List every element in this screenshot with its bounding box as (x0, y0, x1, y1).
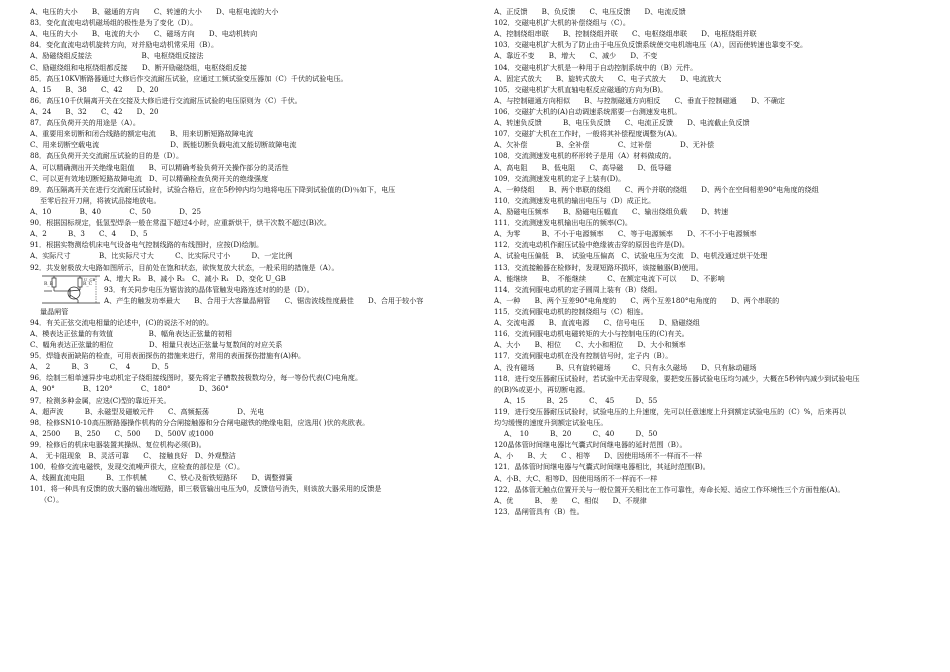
text-line: 119．进行变压器耐压试验时，试验电压的上升速度，先可以任意速度上升到额定试验电压的（C）%，后来再以 (494, 406, 847, 416)
text-line: 106．交磁扩大机的(A)自动调速系统需要一台测速发电机。 (494, 106, 682, 116)
text-line: 92．共发射极放大电路如图所示，目前处在饱和状态，欲恢复放大状态，一般采用的措施是（A）。 (30, 262, 339, 272)
text-line: A、交流电源 B、直流电源 C、信号电压 D、励磁绕组 (494, 318, 700, 328)
text-line: A、励磁电压频率 B、励磁电压幅直 C、输出绕组负载 D、转速 (494, 206, 729, 216)
text-line: A、优 B、 差 C、相似 D、不规律 (494, 495, 647, 505)
text-line: C、幅角表达正弦量的相位 D、相量只表达正弦量与复数间的对应关系 (30, 339, 283, 349)
ucb-label: U_CB (84, 276, 96, 282)
text-line: 117．交流伺服电动机在没有控制信号时，定子内（B）。 (494, 351, 673, 361)
text-line: 105．交磁电机扩大机直轴电枢反应磁通的方向为(B)。 (494, 84, 668, 94)
text-line: A、能继续 B、 不能继续 C、在额定电流下可以 D、不影响 (494, 273, 725, 283)
text-line: 99．检修后的机床电器装置其操纵、复位机构必须(B)。 (30, 439, 206, 449)
rb-label: R_B (44, 281, 53, 287)
text-line: 94．有关正弦交流电相量的论述中，(C)的说法不对的的。 (30, 317, 214, 327)
text-line: （C）。 (40, 495, 64, 505)
text-line: 86．高压10千伏隔离开关在交接及大修后进行交流耐压试验的电压原则为（C）千伏。 (30, 95, 302, 105)
text-line: 115．交流伺服电动机的控制绕组与（C）相连。 (494, 306, 648, 316)
text-line: 的(B)%或更小，再切断电源。 (494, 384, 590, 394)
text-line: A、增大 R₂ B、减小 R₂ C、减小 R₁ D、变化 U_GB (104, 273, 286, 283)
text-line: A、电压的大小 B、磁通的方向 C、转速的大小 D、电枢电流的大小 (30, 7, 279, 16)
text-line: A、一种绕组 B、两个串联的绕组 C、两个并联的绕组 D、两个在空间相差90°电角度的绕组 (494, 184, 819, 194)
text-line: C、用来切断空载电流 D、既能切断负载电流又能切断故障电流 (30, 140, 297, 150)
text-line: 88．高压负荷开关交流耐压试验的目的是（D）。 (30, 151, 184, 161)
text-line: A、正反馈 B、负反馈 C、电压反馈 D、电流反馈 (494, 7, 686, 16)
text-line: 113．交流接触器在检修时，发现短路环损坏，该接触器(B)使用。 (494, 262, 703, 272)
text-line: 85．高压10KV断路器通过大修后作交流耐压试验，应通过工频试验变压器加（C）千伏的试验电压。 (30, 73, 348, 83)
text-line: A、电压的大小 B、电流的大小 C、磁场方向 D、电动机转向 (30, 29, 258, 39)
text-line: A、15 B、38 C、42 D、20 (30, 84, 159, 94)
text-line: 111．交流测速发电机输出电压的频率(C)。 (494, 218, 633, 228)
text-line: 83．变化直流电动机磁场组的极性是为了变化（D）。 (30, 18, 198, 28)
text-line: 104．交磁电机扩大机是一种用于自动控制系统中的（B）元件。 (494, 62, 698, 72)
text-line: 87．高压负荷开关的用途是（A）。 (30, 118, 140, 128)
text-line: 89．高压隔离开关在进行交流耐压试验时，试验合格后，应在5秒钟内均匀地将电压下降到试验值的(D)％如下，电压 (30, 184, 396, 194)
text-line: 96．绘制三相单速异步电动机定子绕组接线图时，要先将定子槽数按极数均分，每一等份代表(C)电角度。 (30, 373, 363, 383)
text-line: A、为零 B、不小于电源频率 C、等于电源频率 D、不不小于电源频率 (494, 229, 757, 239)
text-line: A、10 B、40 C、50 D、25 (30, 206, 202, 216)
text-line: A、2 B、3 C、4 D、5 (30, 229, 148, 239)
text-line: C、可以更有效地切断短路故障电流 D、可以精确检查负荷开关的绝缘强度 (30, 173, 269, 183)
text-line: A、高电阻 B、低电阻 C、高导磁 D、低导磁 (494, 162, 672, 172)
text-line: A、欠补偿 B、全补偿 C、过补偿 D、无补偿 (494, 140, 715, 150)
left-column (30, 6, 470, 506)
text-line: 108．交流测速发电机的杯形转子是用（A）材料做成的。 (494, 151, 676, 161)
text-line: A、小B、大C、相等D、因使用场所不一样而不一样 (494, 473, 658, 483)
text-line: 114．交流伺服电动机的定子圆周上装有（B）绕组。 (494, 284, 662, 294)
text-line: 121．晶体管时间继电器与气囊式时间继电器相比，其延时范围(B)。 (494, 462, 710, 472)
text-line: 109．交流测速发电机的定子上装有(D)。 (494, 173, 626, 183)
text-line: A、超声波 B、永磁型及磁敏元件 C、高频振荡 D、光电 (30, 406, 265, 416)
text-line: 98．检修SN10-10高压断路器操作机构的分合闸接触器和分合闸电磁铁的绝缘电阻，应选用( )伏的兆欧表。 (30, 417, 370, 427)
text-line: 107．交磁扩大机在工作时，一般将其补偿程度调整为(A)。 (494, 129, 682, 139)
text-line: 123．晶闸管具有（B）性。 (494, 506, 584, 516)
text-line: A、模表达正弦量的有效值 B、幅角表达正弦量的初相 (30, 328, 232, 338)
left-question-block-1 (30, 6, 470, 273)
text-line: 97．检测多种金属，应选(C)型的靠近开关。 (30, 395, 171, 405)
circuit-figure-row (30, 273, 470, 306)
text-line: A、 无卡阻现象 B、灵活可靠 C、 接触良好 D、外观整洁 (30, 451, 236, 461)
text-line: 84．变化直流电动机旋转方向，对并励电动机常采用（B）。 (30, 40, 219, 50)
text-line: 103．交磁电机扩大机为了防止由于电压负反馈系统使交电机端电压（A），因而使转速也靠变不变。 (494, 40, 808, 50)
text-line: A、一种 B、两个互差90°电角度的 C、两个互差180°电角度的 D、两个串联的 (494, 295, 780, 305)
text-line: A、90° B、120° C、180° D、360° (30, 384, 229, 394)
text-line: A、固定式放大 B、旋转式放大 C、电子式放大 D、电流放大 (494, 73, 722, 83)
circuit-side-text (104, 273, 464, 306)
text-line: A、15 B、25 C、 45 D、55 (504, 395, 658, 405)
text-line: 112．交流电动机作耐压试验中绝缘被击穿的原因也许是(D)。 (494, 240, 690, 250)
text-line: A、可以精确测出开关绝缘电阻值 B、可以精确考验负荷开关操作部分的灵活性 (30, 162, 289, 172)
text-line: A、线圈直流电阻 B、工作机械 C、铁心及衔铁短路环 D、调整弹簧 (30, 473, 293, 483)
text-line: A、产生的触发功率最大 B、合用于大容量晶闸管 C、锯齿波线性度最佳 D、合用于较小容 (104, 295, 424, 305)
text-line: A、24 B、32 C、42 D、20 (30, 106, 159, 116)
text-line: A、 2 B、3 C、 4 D、5 (30, 362, 169, 372)
left-question-block-2 (30, 306, 470, 506)
text-line: 100．检修交流电磁铁，发现交流噪声很大，应检查的部位是（C）。 (30, 462, 245, 472)
text-line: A、励磁绕组反接法 B、电枢绕组反接法 (30, 51, 204, 61)
text-line: A、小 B、大 C 、相等 D、因使用场所不一样而不一样 (494, 451, 703, 461)
text-line: A、2500 B、250 C、500 D、500V 或1000 (30, 428, 214, 438)
rc-label: R_C (83, 281, 93, 287)
text-line: A、靠近不变 B、增大 C、减少 D、不变 (494, 51, 658, 61)
text-line: A、重要用来切断和闭合线路的额定电流 B、用来切断短路故障电流 (30, 129, 254, 139)
text-line: 122．晶体管无触点位置开关与一般位置开关相比在工作可靠性，寿命长短、适应工作环境性三个方面性能(A)。 (494, 484, 845, 494)
right-column (494, 6, 926, 517)
text-line: 90．根据国标规定，低氢型焊条一般在常温下超过4小时，应重新烘干，烘干次数不超过(B)次。 (30, 218, 331, 228)
common-emitter-circuit-diagram (38, 273, 102, 306)
text-line: A、试验电压偏低 B、 试验电压偏高 C、试验电压为交流 D、电机没通过烘干处理 (494, 251, 768, 261)
text-line: A、与控制磁通方向相似 B、与控制磁通方向相反 C、垂直于控制磁通 D、不确定 (494, 95, 786, 105)
text-line: 量晶闸管 (40, 306, 69, 316)
text-line: C、励磁绕组和电枢绕组都反接 D、断开励磁绕组，电枢绕组反接 (30, 62, 247, 72)
text-line: A、实际尺寸 B、比实际尺寸大 C、比实际尺寸小 D、一定比例 (30, 251, 293, 261)
text-line: 91．根据实物测绘机床电气设备电气控制线路的布线图时，应按(D)绘制。 (30, 240, 264, 250)
text-line: 118．进行变压器耐压试验时，若试验中无击穿现象，要把变压器试验电压均匀减少，大概在5秒钟内减少到试验电压 (494, 373, 860, 383)
text-line: 116．交流伺服电动机电磁转矩的大小与控制电压的(C)有关。 (494, 329, 689, 339)
text-line: 110．交流测速发电机的输出电压与（D）成正比。 (494, 195, 656, 205)
text-line: 93．有关同步电压为锯齿波的晶体管触发电路连述对的的是（D）。 (104, 284, 314, 294)
text-line: 102．交磁电机扩大机的补偿绕组与（C）。 (494, 18, 631, 28)
text-line: 95．焊缝表面缺陷的检查，可用表面探伤的措施来进行，常用的表面探伤措施有(A)种。 (30, 351, 306, 361)
text-line: A、转速负反馈 B、电压负反馈 C、电流正反馈 D、电流截止负反馈 (494, 118, 750, 128)
text-line: A、控制绕组串联 B、控制绕组并联 C、电枢绕组串联 D、电枢绕组并联 (494, 29, 757, 39)
text-line: 至零后拉开刀闸，将被试品接地放电。 (40, 195, 161, 205)
text-line: A、没有磁场 B、只有旋转磁场 C、只有永久磁场 D、只有脉动磁场 (494, 362, 757, 372)
text-line: 均匀缓慢的速度升到额定试验电压。 (494, 418, 608, 428)
text-line: 101．将一种具有反馈的放大器的输出端短路，即三极管输出电压为0，反馈信号消失，则该放大器采用的反馈是 (30, 484, 382, 494)
text-line: 120晶体管时间继电器比气囊式时间继电器的延时范围（B）。 (494, 440, 687, 450)
text-line: A、 10 B、20 C、40 D、50 (504, 429, 658, 439)
text-line: A、大小 B、相位 C、大小和相位 D、大小和频率 (494, 340, 686, 350)
